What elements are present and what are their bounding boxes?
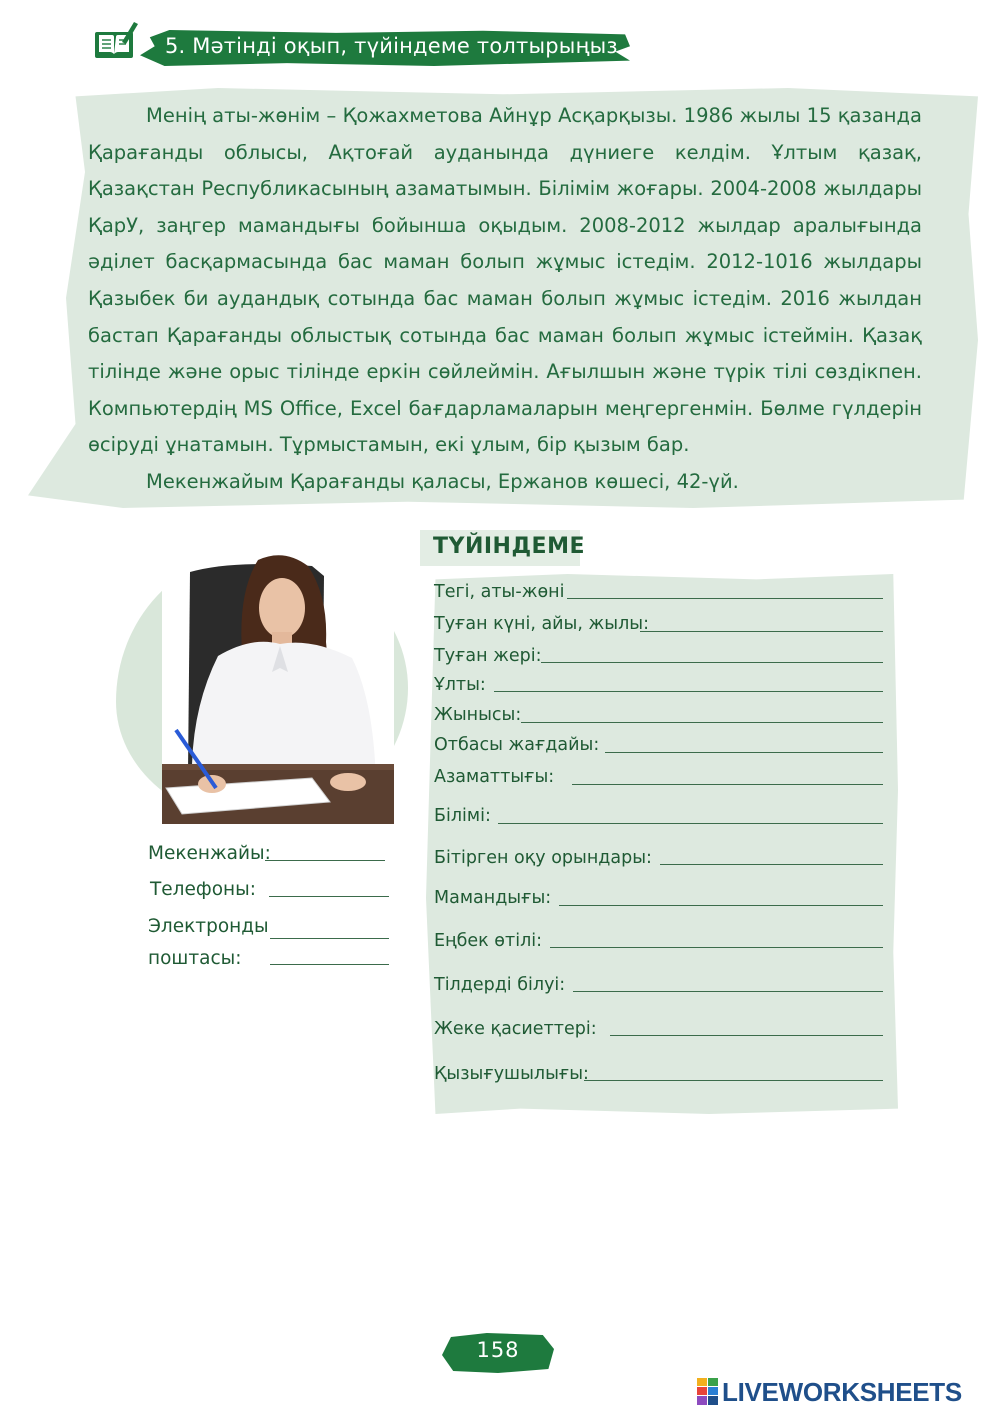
field-label-education: Білімі: bbox=[434, 806, 491, 826]
field-label-gender: Жынысы: bbox=[434, 705, 522, 725]
field-label-family-status: Отбасы жағдайы: bbox=[434, 735, 600, 755]
page-number: 158 bbox=[476, 1338, 520, 1362]
field-label-nationality: Ұлты: bbox=[434, 675, 486, 695]
task-title: 5. Мәтінді оқып, түйіндеме толтырыңыз. bbox=[165, 34, 625, 58]
field-label-languages: Тілдерді білуі: bbox=[434, 975, 566, 995]
field-input-education[interactable] bbox=[498, 823, 883, 824]
field-input-personal-qualities[interactable] bbox=[610, 1035, 883, 1036]
field-input-fullname[interactable] bbox=[567, 598, 883, 599]
field-input-gender[interactable] bbox=[521, 722, 883, 723]
field-label-birthdate: Туған күні, айы, жылы: bbox=[434, 614, 649, 634]
email-label: Электронды bbox=[148, 916, 269, 937]
field-input-institutions[interactable] bbox=[660, 864, 883, 865]
field-label-citizenship: Азаматтығы: bbox=[434, 767, 555, 787]
field-label-institutions: Бітірген оқу орындары: bbox=[434, 848, 652, 868]
profile-photo bbox=[162, 552, 394, 824]
field-label-birthplace: Туған жері: bbox=[434, 646, 542, 666]
resume-title: ТҮЙІНДЕМЕ bbox=[433, 534, 585, 559]
phone-label: Телефоны: bbox=[150, 879, 256, 900]
field-input-experience[interactable] bbox=[550, 947, 883, 948]
field-input-birthplace[interactable] bbox=[541, 662, 883, 663]
email-field-line-2[interactable] bbox=[270, 964, 389, 965]
field-input-citizenship[interactable] bbox=[572, 784, 883, 785]
email-label-2: поштасы: bbox=[148, 948, 242, 969]
email-field-line-1[interactable] bbox=[270, 938, 389, 939]
address-paragraph: Мекенжайым Қарағанды қаласы, Ержанов көшесі, 42-үй. bbox=[146, 469, 739, 493]
liveworksheets-logo-icon bbox=[697, 1378, 719, 1406]
liveworksheets-watermark: LIVEWORKSHEETS bbox=[722, 1377, 962, 1407]
address-field[interactable] bbox=[265, 860, 385, 861]
field-label-fullname: Тегі, аты-жөні bbox=[434, 582, 565, 602]
field-input-family-status[interactable] bbox=[605, 752, 883, 753]
book-pencil-icon bbox=[94, 20, 138, 62]
field-label-profession: Мамандығы: bbox=[434, 888, 552, 908]
field-input-nationality[interactable] bbox=[494, 691, 883, 692]
field-input-interests[interactable] bbox=[584, 1080, 883, 1081]
field-input-languages[interactable] bbox=[573, 991, 883, 992]
field-input-profession[interactable] bbox=[559, 905, 883, 906]
field-label-interests: Қызығушылығы: bbox=[434, 1064, 589, 1084]
biography-text bbox=[88, 98, 922, 501]
address-label: Мекенжайы: bbox=[148, 843, 271, 864]
biography-paragraph: Менің аты-жөнім – Қожахметова Айнұр Асқарқызы. 1986 жылы 15 қазанда Қарағанды облысы, Ақтоғай ауданында дүниеге келдім. Ұлтым қазақ, Қазақстан Республикасының азаматымын. Білімім жоғары. 2004-2008 жылдары ҚарУ, заңгер мамандығы бойынша оқыдым. 2008-2012 жылдар аралығында әділет басқармасында бас маман болып жұмыс істедім. 2012-1016 жылдары Қазыбек би аудандық сотында бас маман болып жұмыс істедім. 2016 жылдан бастап Қарағанды облыстық сотында бас маман болып жұмыс істеймін. Қазақ тілінде және орыс тілінде еркін сөйлеймін. Ағылшын және түрік тілі сөздікпен. Компьютердің MS Office, Excel бағдарламаларын меңгергенмін. Бөлме гүлдерін өсіруді ұнатамын. Тұрмыстамын, екі ұлым, бір қызым бар. bbox=[88, 104, 922, 457]
field-label-experience: Еңбек өтілі: bbox=[434, 931, 543, 951]
field-label-personal-qualities: Жеке қасиеттері: bbox=[434, 1019, 597, 1039]
field-input-birthdate[interactable] bbox=[640, 631, 883, 632]
phone-field[interactable] bbox=[269, 896, 389, 897]
